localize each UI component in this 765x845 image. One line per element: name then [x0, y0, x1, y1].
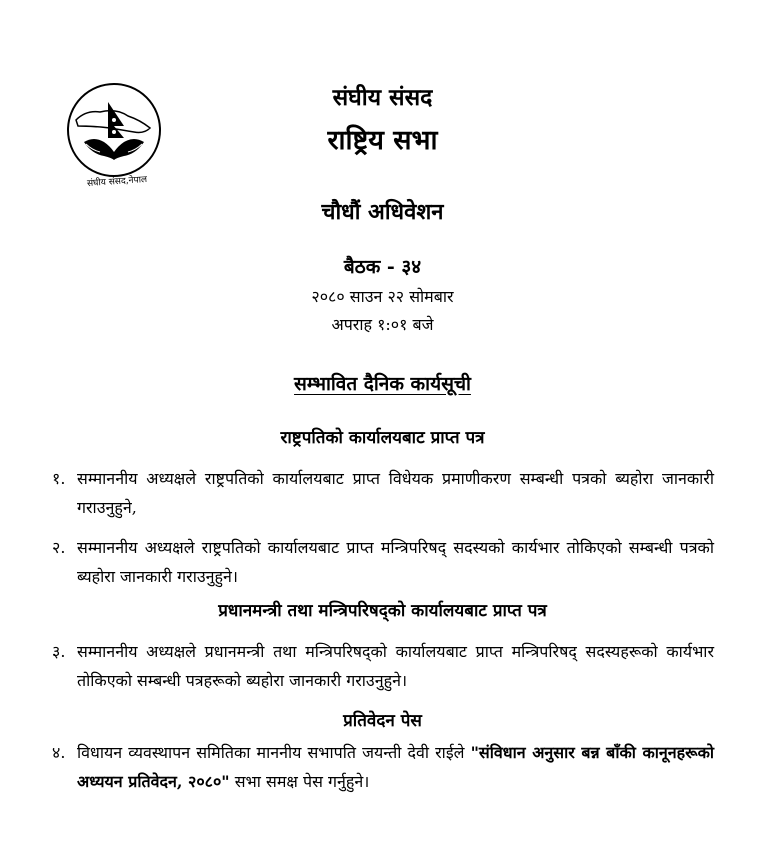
report-title: "संविधान अनुसार बन्न बाँकी कानूनहरूको अध्ययन प्रतिवेदन, २०८०" — [77, 743, 714, 791]
item-text: सम्माननीय अध्यक्षले प्रधानमन्त्री तथा मन्त्रिपरिषद्को कार्यालयबाट प्राप्त मन्त्रिपरिषद् सदस्यहरूको कार्यभार तोकिएको सम्बन्धी पत्रहरूको ब्यहोरा जानकारी गराउनुहुने। — [77, 642, 714, 690]
item-text-before: विधायन व्यवस्थापन समितिका माननीय सभापति जयन्ती देवी राईले — [77, 743, 471, 762]
item-number: २. — [52, 538, 66, 557]
meeting-date: २०८० साउन २२ सोमबार — [311, 287, 454, 306]
section-heading-president-office: राष्ट्रपतिको कार्यालयबाट प्राप्त पत्र — [280, 428, 485, 448]
section-heading-pm-office: प्रधानमन्त्री तथा मन्त्रिपरिषद्को कार्यालयबाट प्राप्त पत्र — [218, 601, 547, 621]
agenda-item — [52, 738, 714, 796]
agenda-item — [52, 637, 714, 695]
agenda-title — [0, 370, 765, 396]
item-text-after: सभा समक्ष पेस गर्नुहुने। — [229, 772, 370, 791]
agenda-item — [52, 533, 714, 591]
agenda-title-text: सम्भावित दैनिक कार्यसूची — [294, 373, 471, 395]
item-text: सम्माननीय अध्यक्षले राष्ट्रपतिको कार्यालयबाट प्राप्त मन्त्रिपरिषद् सदस्यको कार्यभार तोकिएको सम्बन्धी पत्रको ब्यहोरा जानकारी गराउनुहुने। — [77, 538, 714, 586]
item-number: ४. — [52, 743, 66, 762]
house-name: राष्ट्रिय सभा — [327, 125, 438, 156]
item-text — [77, 738, 714, 796]
meeting-time: अपराह १:०१ बजे — [331, 315, 434, 334]
parliament-name: संघीय संसद — [332, 84, 433, 111]
item-text: सम्माननीय अध्यक्षले राष्ट्रपतिको कार्यालयबाट प्राप्त विधेयक प्रमाणीकरण सम्बन्धी पत्रको ब्यहोरा जानकारी गराउनुहुने, — [77, 469, 714, 517]
item-number: १. — [52, 469, 66, 488]
session-title: चौधौं अधिवेशन — [321, 199, 444, 225]
meeting-number: बैठक - ३४ — [343, 256, 422, 278]
section-heading-report: प्रतिवेदन पेस — [343, 711, 422, 731]
agenda-item — [52, 464, 714, 522]
logo-caption: संघीय संसद,नेपाल — [86, 174, 148, 190]
item-number: ३. — [52, 642, 66, 661]
